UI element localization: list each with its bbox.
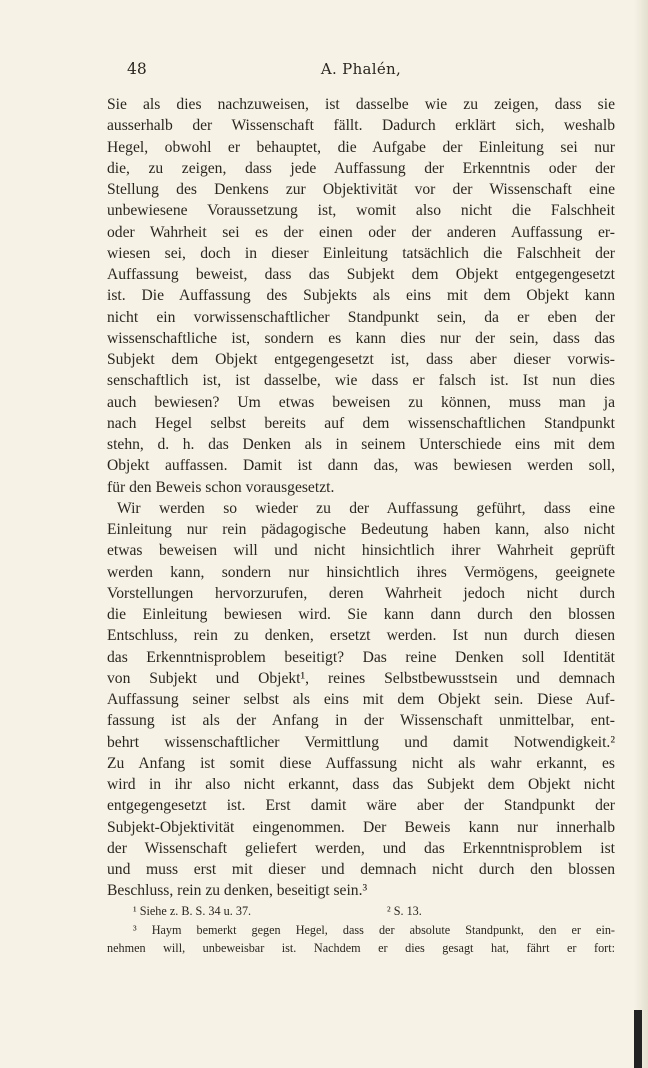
page-header bbox=[107, 60, 615, 82]
text-line: Auffassung seiner selbst als eins mit dem Objekt sein. Diese Auf- bbox=[107, 691, 615, 708]
footnote-3-line-2: nehmen will, unbeweisbar ist. Nachdem er dies gesagt hat, fährt er fort: bbox=[107, 941, 615, 955]
footnote-1: ¹ Siehe z. B. S. 34 u. 37. bbox=[133, 904, 252, 918]
text-line: wird in ihr also nicht erkannt, dass das Subjekt dem Objekt nicht bbox=[107, 776, 615, 793]
text-line: Vorstellungen hervorzurufen, deren Wahrheit jedoch nicht durch bbox=[107, 584, 615, 602]
body-text bbox=[107, 94, 615, 902]
page-edge-shadow bbox=[634, 0, 648, 1068]
text-line: Beschluss, rein zu denken, beseitigt sein.³ bbox=[107, 882, 368, 900]
text-line: Einleitung nur rein pädagogische Bedeutung haben kann, also nicht bbox=[107, 521, 615, 538]
text-line: senschaftlich ist, ist dasselbe, wie dass er falsch ist. Ist nun dies bbox=[107, 372, 615, 390]
text-line: oder Wahrheit sei es der einen oder der anderen Auffassung er- bbox=[107, 223, 615, 241]
text-line: Stellung des Denkens zur Objektivität vor der Wissenschaft eine bbox=[107, 181, 615, 198]
text-line: Zu Anfang ist somit diese Auffassung nicht als wahr erkannt, es bbox=[107, 754, 615, 772]
scan-edge-mark bbox=[634, 1010, 642, 1068]
text-line: Subjekt-Objektivität eingenommen. Der Beweis kann nur innerhalb bbox=[107, 818, 615, 836]
text-line: etwas beweisen will und nicht hinsichtlich ihrer Wahrheit geprüft bbox=[107, 542, 615, 560]
text-line: das Erkenntnisproblem beseitigt? Das reine Denken soll Identität bbox=[107, 648, 615, 666]
text-line: auch bewiesen? Um etwas beweisen zu können, muss man ja bbox=[107, 393, 615, 411]
text-line: der Wissenschaft geliefert werden, und das Erkenntnisproblem ist bbox=[107, 839, 615, 857]
text-line: ausserhalb der Wissenschaft fällt. Dadurch erklärt sich, weshalb bbox=[107, 117, 615, 135]
text-line: von Subjekt und Objekt¹, reines Selbstbewusstsein und demnach bbox=[107, 669, 615, 687]
text-line: Hegel, obwohl er behauptet, die Aufgabe der Einleitung sei nur bbox=[107, 138, 615, 156]
text-line: Auffassung beweist, dass das Subjekt dem Objekt entgegengesetzt bbox=[107, 266, 615, 283]
text-line: ist. Die Auffassung des Subjekts als eins mit dem Objekt kann bbox=[107, 287, 615, 305]
text-line: stehn, d. h. das Denken als in seinem Unterschiede eins mit dem bbox=[107, 436, 615, 453]
text-line: unbewiesene Voraussetzung ist, womit also nicht die Falschheit bbox=[107, 202, 615, 220]
text-line: nicht ein vorwissenschaftlicher Standpunkt sein, da er eben der bbox=[107, 308, 615, 326]
text-line: entgegengesetzt ist. Erst damit wäre aber der Standpunkt der bbox=[107, 797, 615, 815]
text-line: und muss erst mit dieser und demnach nicht durch den blossen bbox=[107, 861, 615, 878]
text-line: wiesen sei, doch in dieser Einleitung tatsächlich die Falschheit der bbox=[107, 244, 615, 262]
footnote-row bbox=[107, 902, 615, 921]
text-line: Subjekt dem Objekt entgegengesetzt ist, dass aber dieser vorwis- bbox=[107, 351, 615, 368]
footnotes bbox=[107, 902, 615, 958]
text-line: Sie als dies nachzuweisen, ist dasselbe wie zu zeigen, dass sie bbox=[107, 96, 615, 113]
text-line: Wir werden so wieder zu der Auffassung geführt, dass eine bbox=[117, 499, 615, 517]
footnote-3-line-1: ³ Haym bemerkt gegen Hegel, dass der absolute Standpunkt, den er ein- bbox=[133, 922, 615, 937]
text-line: die Einleitung bewiesen wird. Sie kann dann durch den blossen bbox=[107, 606, 615, 623]
text-line: nach Hegel selbst bereits auf dem wissenschaftlichen Standpunkt bbox=[107, 414, 615, 432]
text-line: behrt wissenschaftlicher Vermittlung und damit Notwendigkeit.² bbox=[107, 733, 615, 751]
text-line: fassung ist als der Anfang in der Wissenschaft unmittelbar, ent- bbox=[107, 712, 615, 730]
text-line: Entschluss, rein zu denken, ersetzt werden. Ist nun durch diesen bbox=[107, 627, 615, 645]
running-head: A. Phalén, bbox=[320, 60, 402, 78]
text-line: für den Beweis schon vorausgesetzt. bbox=[107, 478, 335, 496]
text-line: die, zu zeigen, dass jede Auffassung der Erkenntnis oder der bbox=[107, 159, 615, 177]
text-line: werden kann, sondern nur hinsichtlich ihres Vermögens, geeignete bbox=[107, 563, 615, 581]
footnote-2: ² S. 13. bbox=[387, 904, 422, 918]
text-line: Objekt auffassen. Damit ist dann das, was bewiesen werden soll, bbox=[107, 457, 615, 475]
page-number: 48 bbox=[127, 60, 147, 78]
text-line: wissenschaftliche ist, sondern es kann dies nur der sein, dass das bbox=[107, 329, 615, 347]
